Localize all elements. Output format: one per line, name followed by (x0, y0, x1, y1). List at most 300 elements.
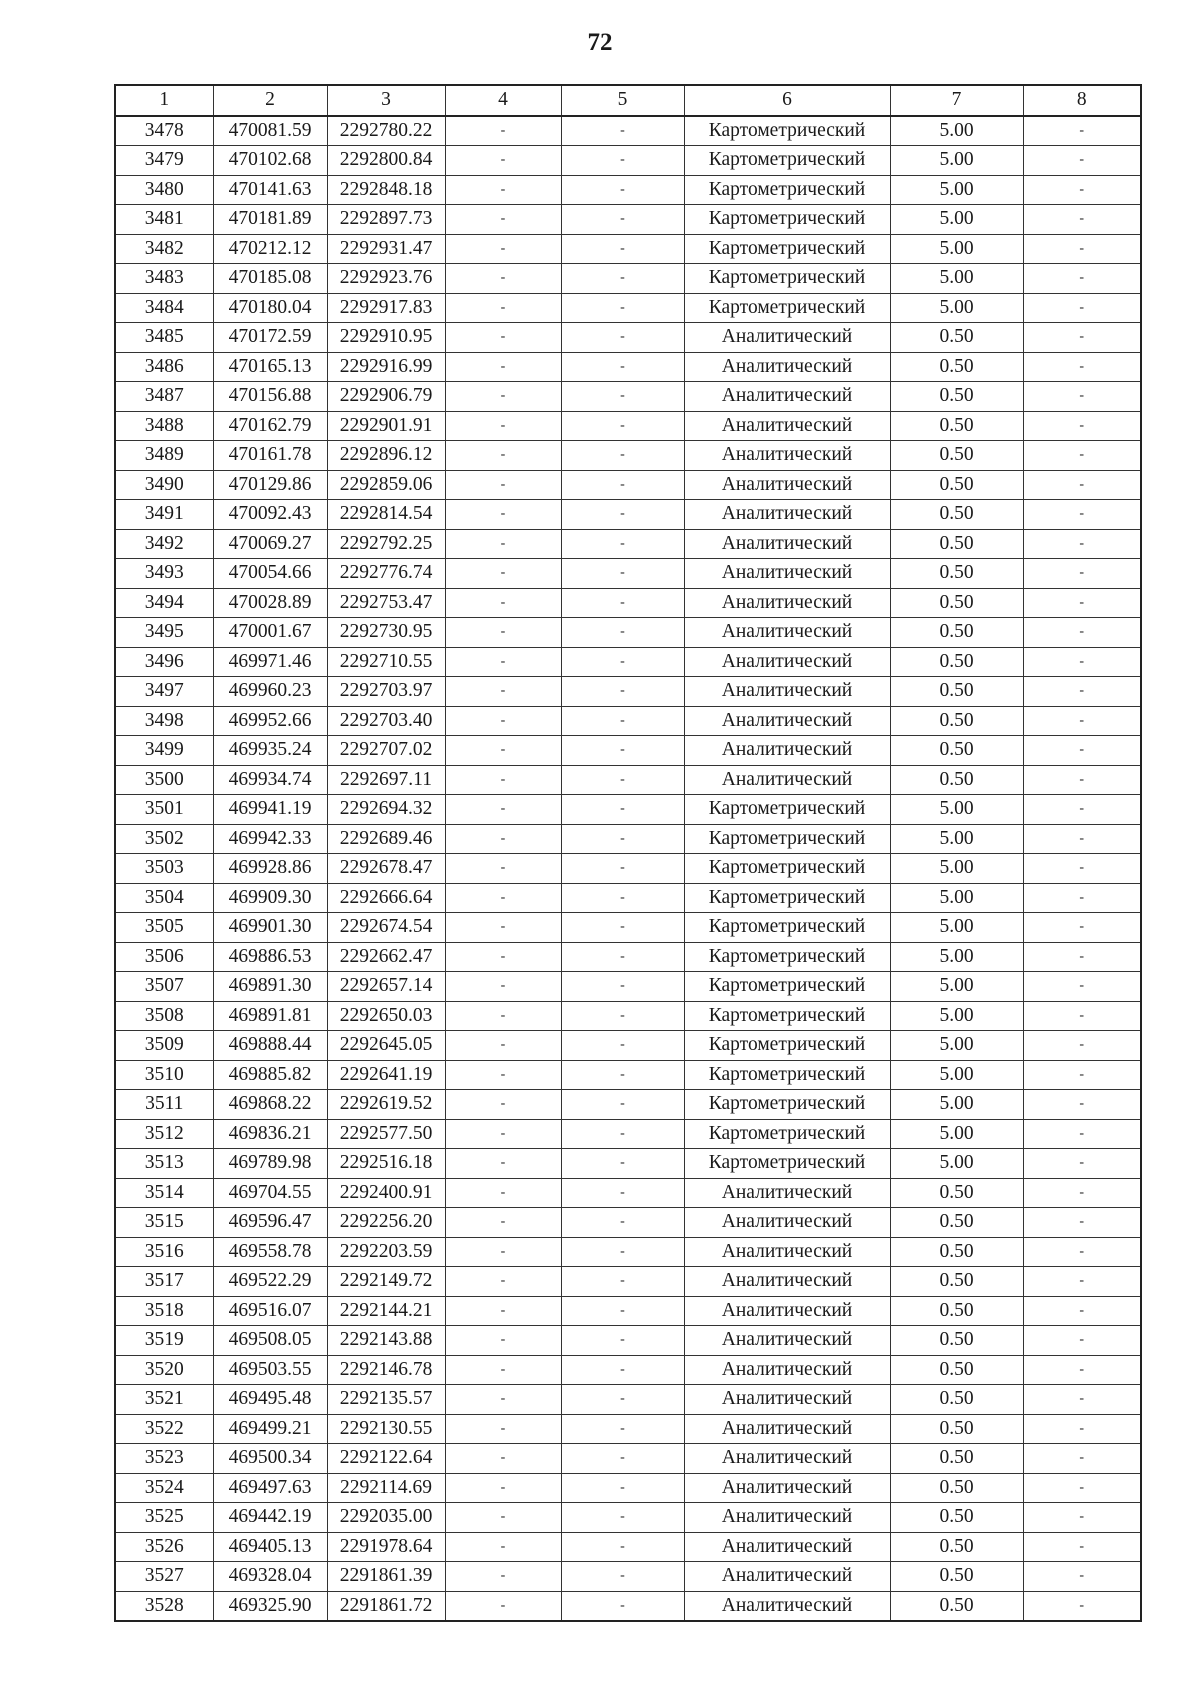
column-header-5: 5 (561, 85, 684, 116)
cell-column-8: - (1023, 942, 1141, 972)
cell-coordinate-x: 470172.59 (213, 323, 327, 353)
cell-coordinate-x: 470092.43 (213, 500, 327, 530)
cell-method: Картометрический (684, 1001, 890, 1031)
cell-method: Картометрический (684, 1119, 890, 1149)
cell-column-8: - (1023, 1060, 1141, 1090)
cell-accuracy: 5.00 (890, 1090, 1023, 1120)
cell-coordinate-x: 469934.74 (213, 765, 327, 795)
cell-point-number: 3499 (115, 736, 213, 766)
cell-point-number: 3493 (115, 559, 213, 589)
cell-method: Аналитический (684, 1444, 890, 1474)
cell-method: Аналитический (684, 352, 890, 382)
cell-coordinate-y: 2292694.32 (327, 795, 445, 825)
cell-column-4: - (445, 1237, 561, 1267)
cell-column-5: - (561, 234, 684, 264)
cell-method: Картометрический (684, 854, 890, 884)
cell-column-8: - (1023, 529, 1141, 559)
cell-column-5: - (561, 942, 684, 972)
cell-column-8: - (1023, 795, 1141, 825)
cell-accuracy: 5.00 (890, 883, 1023, 913)
table-row (115, 234, 1141, 264)
table-row (115, 529, 1141, 559)
cell-column-4: - (445, 795, 561, 825)
cell-method: Аналитический (684, 706, 890, 736)
cell-column-5: - (561, 1385, 684, 1415)
cell-point-number: 3528 (115, 1591, 213, 1621)
cell-column-5: - (561, 1591, 684, 1621)
cell-accuracy: 0.50 (890, 1296, 1023, 1326)
cell-accuracy: 0.50 (890, 382, 1023, 412)
cell-accuracy: 0.50 (890, 1326, 1023, 1356)
cell-column-4: - (445, 441, 561, 471)
cell-coordinate-y: 2292916.99 (327, 352, 445, 382)
cell-coordinate-x: 470156.88 (213, 382, 327, 412)
cell-coordinate-y: 2292146.78 (327, 1355, 445, 1385)
cell-column-4: - (445, 1414, 561, 1444)
cell-column-8: - (1023, 765, 1141, 795)
cell-column-8: - (1023, 677, 1141, 707)
cell-method: Аналитический (684, 323, 890, 353)
column-header-3: 3 (327, 85, 445, 116)
cell-method: Картометрический (684, 972, 890, 1002)
cell-column-8: - (1023, 1178, 1141, 1208)
cell-method: Аналитический (684, 1385, 890, 1415)
cell-column-8: - (1023, 1473, 1141, 1503)
cell-accuracy: 5.00 (890, 205, 1023, 235)
cell-accuracy: 0.50 (890, 736, 1023, 766)
cell-coordinate-y: 2292256.20 (327, 1208, 445, 1238)
cell-coordinate-x: 469885.82 (213, 1060, 327, 1090)
cell-method: Картометрический (684, 942, 890, 972)
cell-coordinate-y: 2292896.12 (327, 441, 445, 471)
cell-accuracy: 5.00 (890, 264, 1023, 294)
cell-method: Аналитический (684, 1326, 890, 1356)
cell-method: Картометрический (684, 1060, 890, 1090)
cell-method: Аналитический (684, 1296, 890, 1326)
cell-point-number: 3492 (115, 529, 213, 559)
cell-column-5: - (561, 706, 684, 736)
cell-column-8: - (1023, 500, 1141, 530)
cell-point-number: 3511 (115, 1090, 213, 1120)
cell-column-5: - (561, 264, 684, 294)
cell-point-number: 3482 (115, 234, 213, 264)
cell-accuracy: 0.50 (890, 765, 1023, 795)
cell-accuracy: 0.50 (890, 500, 1023, 530)
cell-column-4: - (445, 411, 561, 441)
cell-point-number: 3527 (115, 1562, 213, 1592)
cell-coordinate-x: 470180.04 (213, 293, 327, 323)
table-row (115, 559, 1141, 589)
cell-column-5: - (561, 765, 684, 795)
cell-method: Аналитический (684, 588, 890, 618)
table-row (115, 1208, 1141, 1238)
cell-column-4: - (445, 470, 561, 500)
column-header-4: 4 (445, 85, 561, 116)
cell-method: Аналитический (684, 1208, 890, 1238)
cell-coordinate-y: 2292149.72 (327, 1267, 445, 1297)
cell-column-5: - (561, 323, 684, 353)
cell-point-number: 3502 (115, 824, 213, 854)
cell-accuracy: 0.50 (890, 441, 1023, 471)
cell-column-5: - (561, 1326, 684, 1356)
cell-point-number: 3478 (115, 116, 213, 146)
cell-column-5: - (561, 1060, 684, 1090)
cell-column-8: - (1023, 1237, 1141, 1267)
column-header-6: 6 (684, 85, 890, 116)
cell-coordinate-x: 470141.63 (213, 175, 327, 205)
cell-point-number: 3495 (115, 618, 213, 648)
cell-column-8: - (1023, 175, 1141, 205)
cell-point-number: 3508 (115, 1001, 213, 1031)
cell-coordinate-y: 2292400.91 (327, 1178, 445, 1208)
cell-column-5: - (561, 824, 684, 854)
cell-accuracy: 5.00 (890, 175, 1023, 205)
cell-column-8: - (1023, 264, 1141, 294)
cell-coordinate-y: 2292641.19 (327, 1060, 445, 1090)
cell-column-8: - (1023, 588, 1141, 618)
cell-coordinate-x: 469503.55 (213, 1355, 327, 1385)
cell-point-number: 3522 (115, 1414, 213, 1444)
cell-column-8: - (1023, 1562, 1141, 1592)
cell-accuracy: 5.00 (890, 1060, 1023, 1090)
cell-coordinate-y: 2292674.54 (327, 913, 445, 943)
cell-column-4: - (445, 1591, 561, 1621)
table-row (115, 500, 1141, 530)
cell-coordinate-y: 2292859.06 (327, 470, 445, 500)
cell-coordinate-x: 470028.89 (213, 588, 327, 618)
cell-column-8: - (1023, 1591, 1141, 1621)
table-row (115, 677, 1141, 707)
cell-method: Аналитический (684, 1503, 890, 1533)
cell-accuracy: 5.00 (890, 234, 1023, 264)
cell-accuracy: 0.50 (890, 1237, 1023, 1267)
table-row (115, 736, 1141, 766)
cell-coordinate-y: 2292800.84 (327, 146, 445, 176)
cell-point-number: 3513 (115, 1149, 213, 1179)
table-row (115, 1178, 1141, 1208)
cell-column-4: - (445, 1473, 561, 1503)
cell-column-4: - (445, 854, 561, 884)
cell-column-5: - (561, 205, 684, 235)
cell-method: Аналитический (684, 736, 890, 766)
cell-coordinate-y: 2292707.02 (327, 736, 445, 766)
cell-column-5: - (561, 1355, 684, 1385)
cell-point-number: 3521 (115, 1385, 213, 1415)
cell-coordinate-x: 469495.48 (213, 1385, 327, 1415)
cell-column-4: - (445, 175, 561, 205)
cell-point-number: 3481 (115, 205, 213, 235)
cell-coordinate-x: 470054.66 (213, 559, 327, 589)
cell-column-4: - (445, 116, 561, 146)
table-header-row (115, 85, 1141, 116)
cell-method: Картометрический (684, 795, 890, 825)
cell-column-5: - (561, 1267, 684, 1297)
cell-column-5: - (561, 588, 684, 618)
cell-point-number: 3519 (115, 1326, 213, 1356)
cell-method: Аналитический (684, 1532, 890, 1562)
table-row (115, 1031, 1141, 1061)
column-header-2: 2 (213, 85, 327, 116)
cell-coordinate-y: 2292901.91 (327, 411, 445, 441)
table-row (115, 913, 1141, 943)
cell-column-8: - (1023, 234, 1141, 264)
cell-coordinate-y: 2292792.25 (327, 529, 445, 559)
cell-column-8: - (1023, 1208, 1141, 1238)
cell-column-5: - (561, 972, 684, 1002)
cell-column-4: - (445, 972, 561, 1002)
cell-column-4: - (445, 500, 561, 530)
cell-column-8: - (1023, 647, 1141, 677)
cell-coordinate-y: 2292776.74 (327, 559, 445, 589)
cell-accuracy: 0.50 (890, 1503, 1023, 1533)
cell-coordinate-y: 2292577.50 (327, 1119, 445, 1149)
table-row (115, 883, 1141, 913)
cell-coordinate-x: 469325.90 (213, 1591, 327, 1621)
cell-coordinate-x: 469901.30 (213, 913, 327, 943)
table-row (115, 1060, 1141, 1090)
cell-method: Картометрический (684, 883, 890, 913)
cell-column-4: - (445, 529, 561, 559)
page-number: 72 (587, 29, 613, 56)
cell-column-4: - (445, 382, 561, 412)
cell-coordinate-y: 2292703.97 (327, 677, 445, 707)
table-row (115, 1503, 1141, 1533)
cell-coordinate-y: 2292923.76 (327, 264, 445, 294)
cell-column-5: - (561, 1296, 684, 1326)
cell-accuracy: 0.50 (890, 411, 1023, 441)
cell-column-4: - (445, 264, 561, 294)
cell-coordinate-y: 2292697.11 (327, 765, 445, 795)
cell-column-4: - (445, 677, 561, 707)
cell-column-5: - (561, 352, 684, 382)
cell-accuracy: 0.50 (890, 1473, 1023, 1503)
cell-column-4: - (445, 352, 561, 382)
cell-method: Аналитический (684, 559, 890, 589)
cell-column-5: - (561, 618, 684, 648)
cell-column-5: - (561, 382, 684, 412)
cell-accuracy: 0.50 (890, 529, 1023, 559)
cell-coordinate-x: 469558.78 (213, 1237, 327, 1267)
cell-point-number: 3507 (115, 972, 213, 1002)
cell-point-number: 3515 (115, 1208, 213, 1238)
cell-point-number: 3483 (115, 264, 213, 294)
table-row (115, 1562, 1141, 1592)
cell-coordinate-x: 470102.68 (213, 146, 327, 176)
column-header-1: 1 (115, 85, 213, 116)
cell-coordinate-x: 470129.86 (213, 470, 327, 500)
cell-method: Аналитический (684, 1178, 890, 1208)
table-row (115, 765, 1141, 795)
cell-column-4: - (445, 1296, 561, 1326)
cell-column-5: - (561, 559, 684, 589)
cell-point-number: 3497 (115, 677, 213, 707)
cell-column-4: - (445, 1385, 561, 1415)
cell-column-5: - (561, 293, 684, 323)
cell-column-4: - (445, 765, 561, 795)
cell-coordinate-y: 2292203.59 (327, 1237, 445, 1267)
cell-coordinate-y: 2292703.40 (327, 706, 445, 736)
cell-column-8: - (1023, 736, 1141, 766)
cell-method: Аналитический (684, 1267, 890, 1297)
cell-point-number: 3486 (115, 352, 213, 382)
cell-method: Картометрический (684, 175, 890, 205)
cell-column-8: - (1023, 706, 1141, 736)
table-row (115, 1237, 1141, 1267)
table-row (115, 441, 1141, 471)
cell-accuracy: 0.50 (890, 618, 1023, 648)
cell-method: Картометрический (684, 824, 890, 854)
cell-point-number: 3525 (115, 1503, 213, 1533)
table-row (115, 293, 1141, 323)
cell-coordinate-y: 2292730.95 (327, 618, 445, 648)
cell-column-8: - (1023, 411, 1141, 441)
cell-accuracy: 0.50 (890, 647, 1023, 677)
cell-accuracy: 0.50 (890, 1178, 1023, 1208)
cell-column-8: - (1023, 883, 1141, 913)
cell-column-5: - (561, 175, 684, 205)
cell-point-number: 3516 (115, 1237, 213, 1267)
cell-method: Картометрический (684, 116, 890, 146)
cell-column-5: - (561, 1532, 684, 1562)
cell-coordinate-y: 2291978.64 (327, 1532, 445, 1562)
cell-point-number: 3498 (115, 706, 213, 736)
cell-column-5: - (561, 795, 684, 825)
cell-coordinate-x: 469941.19 (213, 795, 327, 825)
cell-coordinate-x: 469328.04 (213, 1562, 327, 1592)
cell-method: Аналитический (684, 677, 890, 707)
cell-point-number: 3517 (115, 1267, 213, 1297)
table-row (115, 854, 1141, 884)
cell-method: Аналитический (684, 441, 890, 471)
cell-coordinate-y: 2292619.52 (327, 1090, 445, 1120)
cell-column-8: - (1023, 323, 1141, 353)
cell-coordinate-x: 469522.29 (213, 1267, 327, 1297)
cell-column-8: - (1023, 824, 1141, 854)
cell-accuracy: 5.00 (890, 1001, 1023, 1031)
table-row (115, 1296, 1141, 1326)
cell-method: Аналитический (684, 382, 890, 412)
cell-column-8: - (1023, 1503, 1141, 1533)
table-row (115, 382, 1141, 412)
cell-accuracy: 0.50 (890, 1562, 1023, 1592)
table-row (115, 1532, 1141, 1562)
cell-accuracy: 0.50 (890, 470, 1023, 500)
cell-column-4: - (445, 913, 561, 943)
cell-coordinate-x: 470212.12 (213, 234, 327, 264)
cell-column-5: - (561, 1473, 684, 1503)
cell-point-number: 3480 (115, 175, 213, 205)
table-row (115, 1090, 1141, 1120)
cell-point-number: 3503 (115, 854, 213, 884)
cell-column-5: - (561, 1090, 684, 1120)
cell-column-5: - (561, 1119, 684, 1149)
cell-column-4: - (445, 559, 561, 589)
cell-point-number: 3523 (115, 1444, 213, 1474)
cell-coordinate-y: 2292753.47 (327, 588, 445, 618)
table-row (115, 824, 1141, 854)
table-row (115, 1385, 1141, 1415)
cell-accuracy: 0.50 (890, 677, 1023, 707)
cell-column-5: - (561, 736, 684, 766)
cell-coordinate-y: 2292135.57 (327, 1385, 445, 1415)
cell-column-4: - (445, 146, 561, 176)
cell-accuracy: 0.50 (890, 706, 1023, 736)
cell-accuracy: 5.00 (890, 913, 1023, 943)
cell-coordinate-x: 470165.13 (213, 352, 327, 382)
cell-point-number: 3500 (115, 765, 213, 795)
cell-accuracy: 0.50 (890, 559, 1023, 589)
table-row (115, 1119, 1141, 1149)
cell-column-4: - (445, 1031, 561, 1061)
cell-coordinate-y: 2292114.69 (327, 1473, 445, 1503)
cell-coordinate-x: 470181.89 (213, 205, 327, 235)
cell-coordinate-y: 2292848.18 (327, 175, 445, 205)
cell-coordinate-x: 469891.30 (213, 972, 327, 1002)
cell-accuracy: 5.00 (890, 942, 1023, 972)
table-row (115, 205, 1141, 235)
cell-column-8: - (1023, 1296, 1141, 1326)
cell-coordinate-x: 469499.21 (213, 1414, 327, 1444)
table-row (115, 264, 1141, 294)
cell-column-4: - (445, 323, 561, 353)
cell-accuracy: 5.00 (890, 972, 1023, 1002)
table-row (115, 323, 1141, 353)
cell-coordinate-y: 2292035.00 (327, 1503, 445, 1533)
cell-coordinate-y: 2292931.47 (327, 234, 445, 264)
cell-coordinate-y: 2292897.73 (327, 205, 445, 235)
cell-column-8: - (1023, 854, 1141, 884)
table-row (115, 1001, 1141, 1031)
cell-column-8: - (1023, 441, 1141, 471)
cell-column-8: - (1023, 382, 1141, 412)
cell-coordinate-y: 2292906.79 (327, 382, 445, 412)
cell-accuracy: 5.00 (890, 795, 1023, 825)
cell-column-4: - (445, 883, 561, 913)
cell-coordinate-y: 2291861.72 (327, 1591, 445, 1621)
cell-accuracy: 0.50 (890, 352, 1023, 382)
cell-coordinate-x: 470069.27 (213, 529, 327, 559)
cell-accuracy: 5.00 (890, 824, 1023, 854)
cell-accuracy: 0.50 (890, 1355, 1023, 1385)
cell-column-8: - (1023, 1031, 1141, 1061)
cell-point-number: 3485 (115, 323, 213, 353)
cell-column-5: - (561, 116, 684, 146)
cell-column-4: - (445, 1562, 561, 1592)
cell-column-4: - (445, 706, 561, 736)
cell-column-8: - (1023, 1414, 1141, 1444)
cell-coordinate-y: 2291861.39 (327, 1562, 445, 1592)
cell-method: Аналитический (684, 529, 890, 559)
cell-coordinate-x: 469952.66 (213, 706, 327, 736)
cell-column-5: - (561, 1178, 684, 1208)
cell-accuracy: 0.50 (890, 1385, 1023, 1415)
cell-coordinate-x: 469891.81 (213, 1001, 327, 1031)
cell-accuracy: 0.50 (890, 1444, 1023, 1474)
cell-coordinate-x: 470162.79 (213, 411, 327, 441)
cell-column-8: - (1023, 205, 1141, 235)
cell-column-8: - (1023, 1090, 1141, 1120)
cell-coordinate-x: 469500.34 (213, 1444, 327, 1474)
cell-accuracy: 0.50 (890, 1267, 1023, 1297)
cell-point-number: 3505 (115, 913, 213, 943)
cell-column-4: - (445, 1267, 561, 1297)
cell-coordinate-x: 469935.24 (213, 736, 327, 766)
cell-point-number: 3526 (115, 1532, 213, 1562)
cell-column-8: - (1023, 913, 1141, 943)
cell-column-4: - (445, 1326, 561, 1356)
cell-column-8: - (1023, 1149, 1141, 1179)
cell-coordinate-x: 469960.23 (213, 677, 327, 707)
